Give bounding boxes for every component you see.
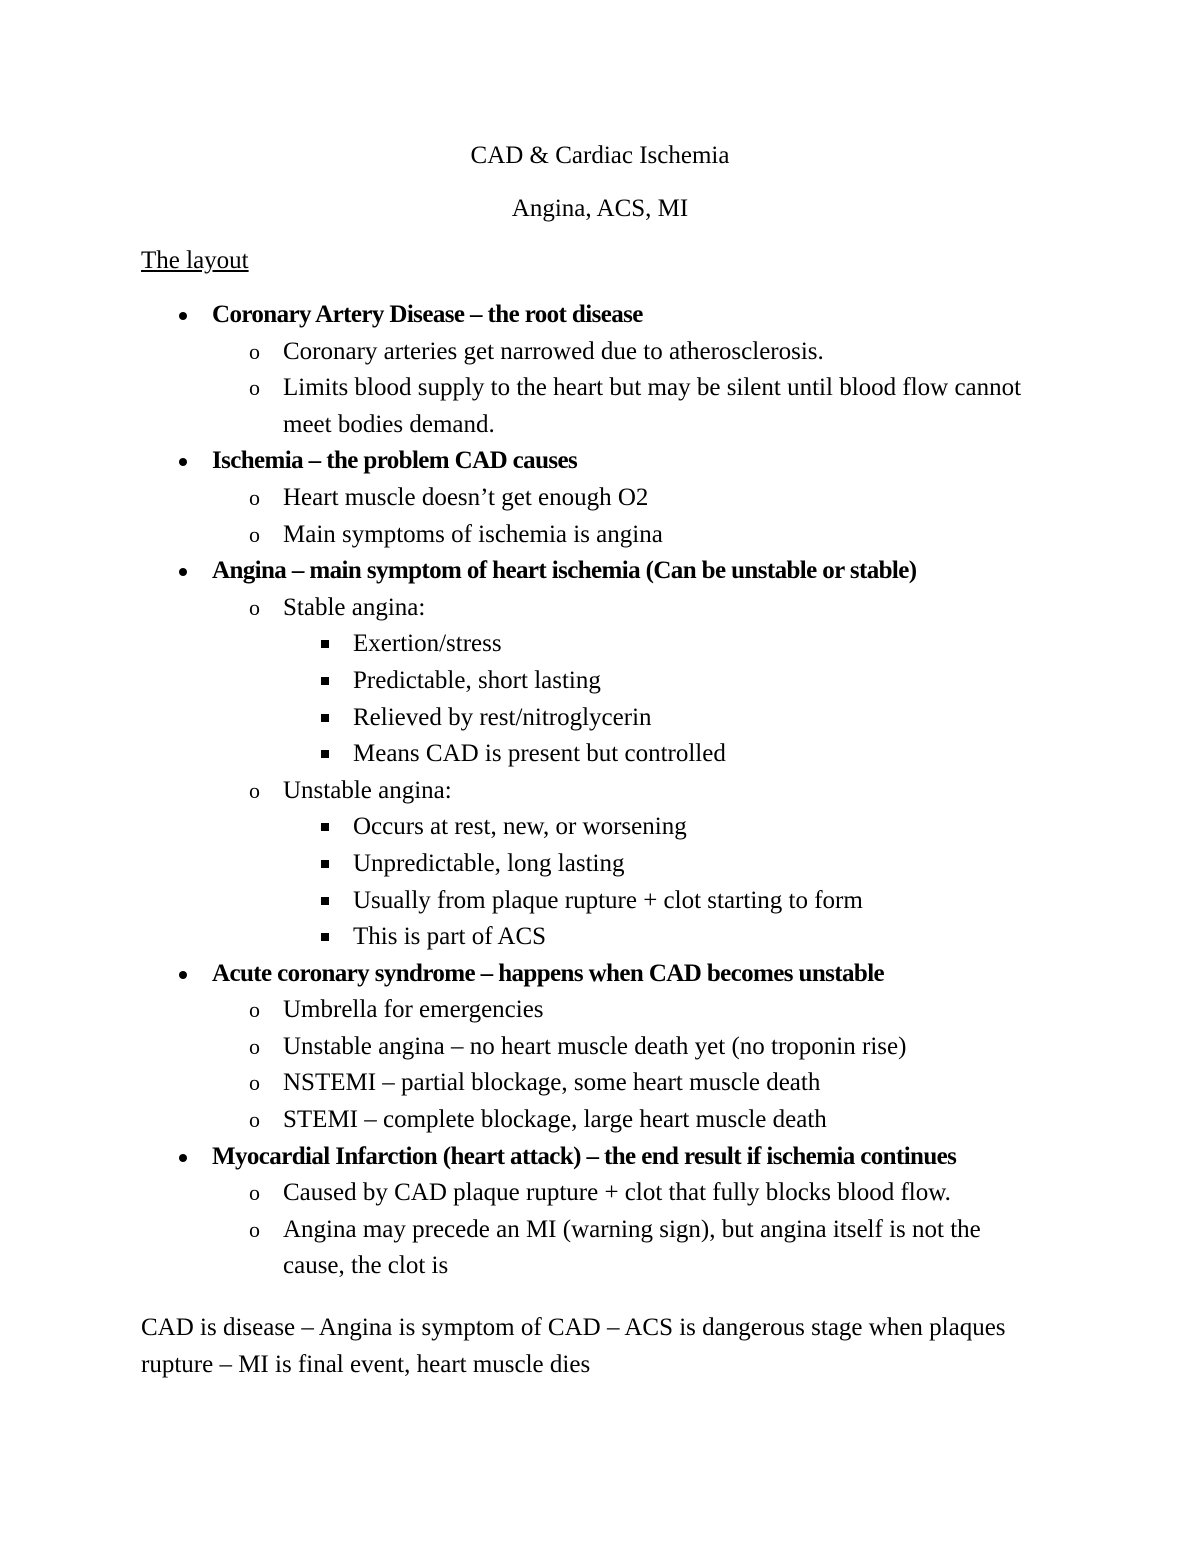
sub-item xyxy=(141,773,1041,956)
bullet-circle-icon: o xyxy=(249,1180,260,1206)
bullet-square-icon xyxy=(321,860,329,868)
sub-item-text: Umbrella for emergencies xyxy=(283,996,544,1024)
sub-item-text: Stable angina: xyxy=(283,593,426,621)
sub-item xyxy=(141,992,1041,1029)
bullet-disc-icon xyxy=(179,971,187,979)
sub-sub-item-text: Occurs at rest, new, or worsening xyxy=(353,813,687,841)
bullet-square-icon xyxy=(321,933,329,941)
outline-item xyxy=(141,553,1041,956)
outline-item xyxy=(141,443,1041,553)
section-heading: The layout xyxy=(141,247,249,274)
sub-sub-item xyxy=(141,883,1041,920)
sub-item-text: Unstable angina – no heart muscle death yet (no troponin rise) xyxy=(283,1032,907,1060)
sub-sub-item xyxy=(141,663,1041,700)
bullet-circle-icon: o xyxy=(249,484,260,510)
bullet-circle-icon: o xyxy=(249,777,260,803)
sub-item xyxy=(141,1102,1041,1139)
sub-item xyxy=(141,517,1041,554)
sub-sub-item-text: Predictable, short lasting xyxy=(353,666,601,694)
sub-sub-item-text: Means CAD is present but controlled xyxy=(353,740,726,768)
bullet-disc-icon xyxy=(179,568,187,576)
sub-item xyxy=(141,590,1041,773)
sub-item-text: Heart muscle doesn’t get enough O2 xyxy=(283,483,649,511)
sub-sub-item-text: Relieved by rest/nitroglycerin xyxy=(353,703,652,731)
sub-item-text: STEMI – complete blockage, large heart muscle death xyxy=(283,1106,827,1134)
bullet-circle-icon: o xyxy=(249,594,260,620)
sub-item xyxy=(141,1212,1041,1285)
document-subtitle: Angina, ACS, MI xyxy=(511,195,689,222)
sub-list xyxy=(212,334,1041,444)
bullet-circle-icon: o xyxy=(249,1070,260,1096)
bullet-disc-icon xyxy=(179,458,187,466)
bullet-circle-icon: o xyxy=(249,338,260,364)
outline-list xyxy=(141,297,1041,1285)
outline-item-title: Myocardial Infarction (heart attack) – the end result if ischemia continues xyxy=(212,1142,957,1170)
sub-item-text: Coronary arteries get narrowed due to atherosclerosis. xyxy=(283,337,824,365)
bullet-circle-icon: o xyxy=(249,521,260,547)
sub-list xyxy=(212,992,1041,1138)
sub-item-text: Caused by CAD plaque rupture + clot that fully blocks blood flow. xyxy=(283,1179,951,1207)
sub-sub-item xyxy=(141,919,1041,956)
bullet-square-icon xyxy=(321,714,329,722)
sub-item-text: Angina may precede an MI (warning sign), but angina itself is not the cause, the clot is xyxy=(283,1215,981,1280)
sub-item xyxy=(141,1065,1041,1102)
bullet-circle-icon: o xyxy=(249,1033,260,1059)
bullet-square-icon xyxy=(321,897,329,905)
sub-sub-item-text: Unpredictable, long lasting xyxy=(353,849,625,877)
sub-list xyxy=(212,590,1041,956)
outline-item-title: Angina – main symptom of heart ischemia (Can be unstable or stable) xyxy=(212,557,917,585)
sub-sub-item xyxy=(141,809,1041,846)
sub-sub-item xyxy=(141,736,1041,773)
sub-item xyxy=(141,1175,1041,1212)
sub-item-text: Unstable angina: xyxy=(283,776,452,804)
bullet-disc-icon xyxy=(179,1154,187,1162)
sub-item xyxy=(141,334,1041,371)
sub-sub-item-text: This is part of ACS xyxy=(353,923,547,951)
sub-item-text: Limits blood supply to the heart but may be silent until blood flow cannot meet bodies demand. xyxy=(283,374,1022,438)
outline-item xyxy=(141,297,1041,443)
outline-item-title: Ischemia – the problem CAD causes xyxy=(212,447,578,475)
bullet-square-icon xyxy=(321,823,329,831)
bullet-square-icon xyxy=(321,750,329,758)
outline-item-title: Acute coronary syndrome – happens when CAD becomes unstable xyxy=(212,959,885,987)
bullet-circle-icon: o xyxy=(249,1216,260,1242)
sub-sub-item-text: Usually from plaque rupture + clot starting to form xyxy=(353,886,863,914)
outline-item xyxy=(141,1139,1041,1285)
document-title: CAD & Cardiac Ischemia xyxy=(470,142,730,169)
sub-item xyxy=(141,370,1041,443)
bullet-circle-icon: o xyxy=(249,1107,260,1133)
sub-item-text: Main symptoms of ischemia is angina xyxy=(283,520,663,548)
sub-item-text: NSTEMI – partial blockage, some heart muscle death xyxy=(283,1069,821,1097)
sub-list xyxy=(212,480,1041,553)
sub-sub-item xyxy=(141,846,1041,883)
sub-sub-item xyxy=(141,626,1041,663)
sub-list xyxy=(212,1175,1041,1285)
summary-paragraph: CAD is disease – Angina is symptom of CAD – ACS is dangerous stage when plaques rupture – MI is final event, heart muscle dies xyxy=(141,1314,1006,1378)
outline-item xyxy=(141,956,1041,1139)
sub-sub-item-text: Exertion/stress xyxy=(353,630,502,658)
bullet-disc-icon xyxy=(179,312,187,320)
bullet-circle-icon: o xyxy=(249,997,260,1023)
sub-item xyxy=(141,1029,1041,1066)
sub-sub-list xyxy=(283,626,1041,772)
sub-sub-list xyxy=(283,809,1041,955)
bullet-square-icon xyxy=(321,640,329,648)
sub-item xyxy=(141,480,1041,517)
bullet-circle-icon: o xyxy=(249,375,260,401)
outline-item-title: Coronary Artery Disease – the root disease xyxy=(212,301,643,328)
sub-sub-item xyxy=(141,700,1041,737)
bullet-square-icon xyxy=(321,677,329,685)
